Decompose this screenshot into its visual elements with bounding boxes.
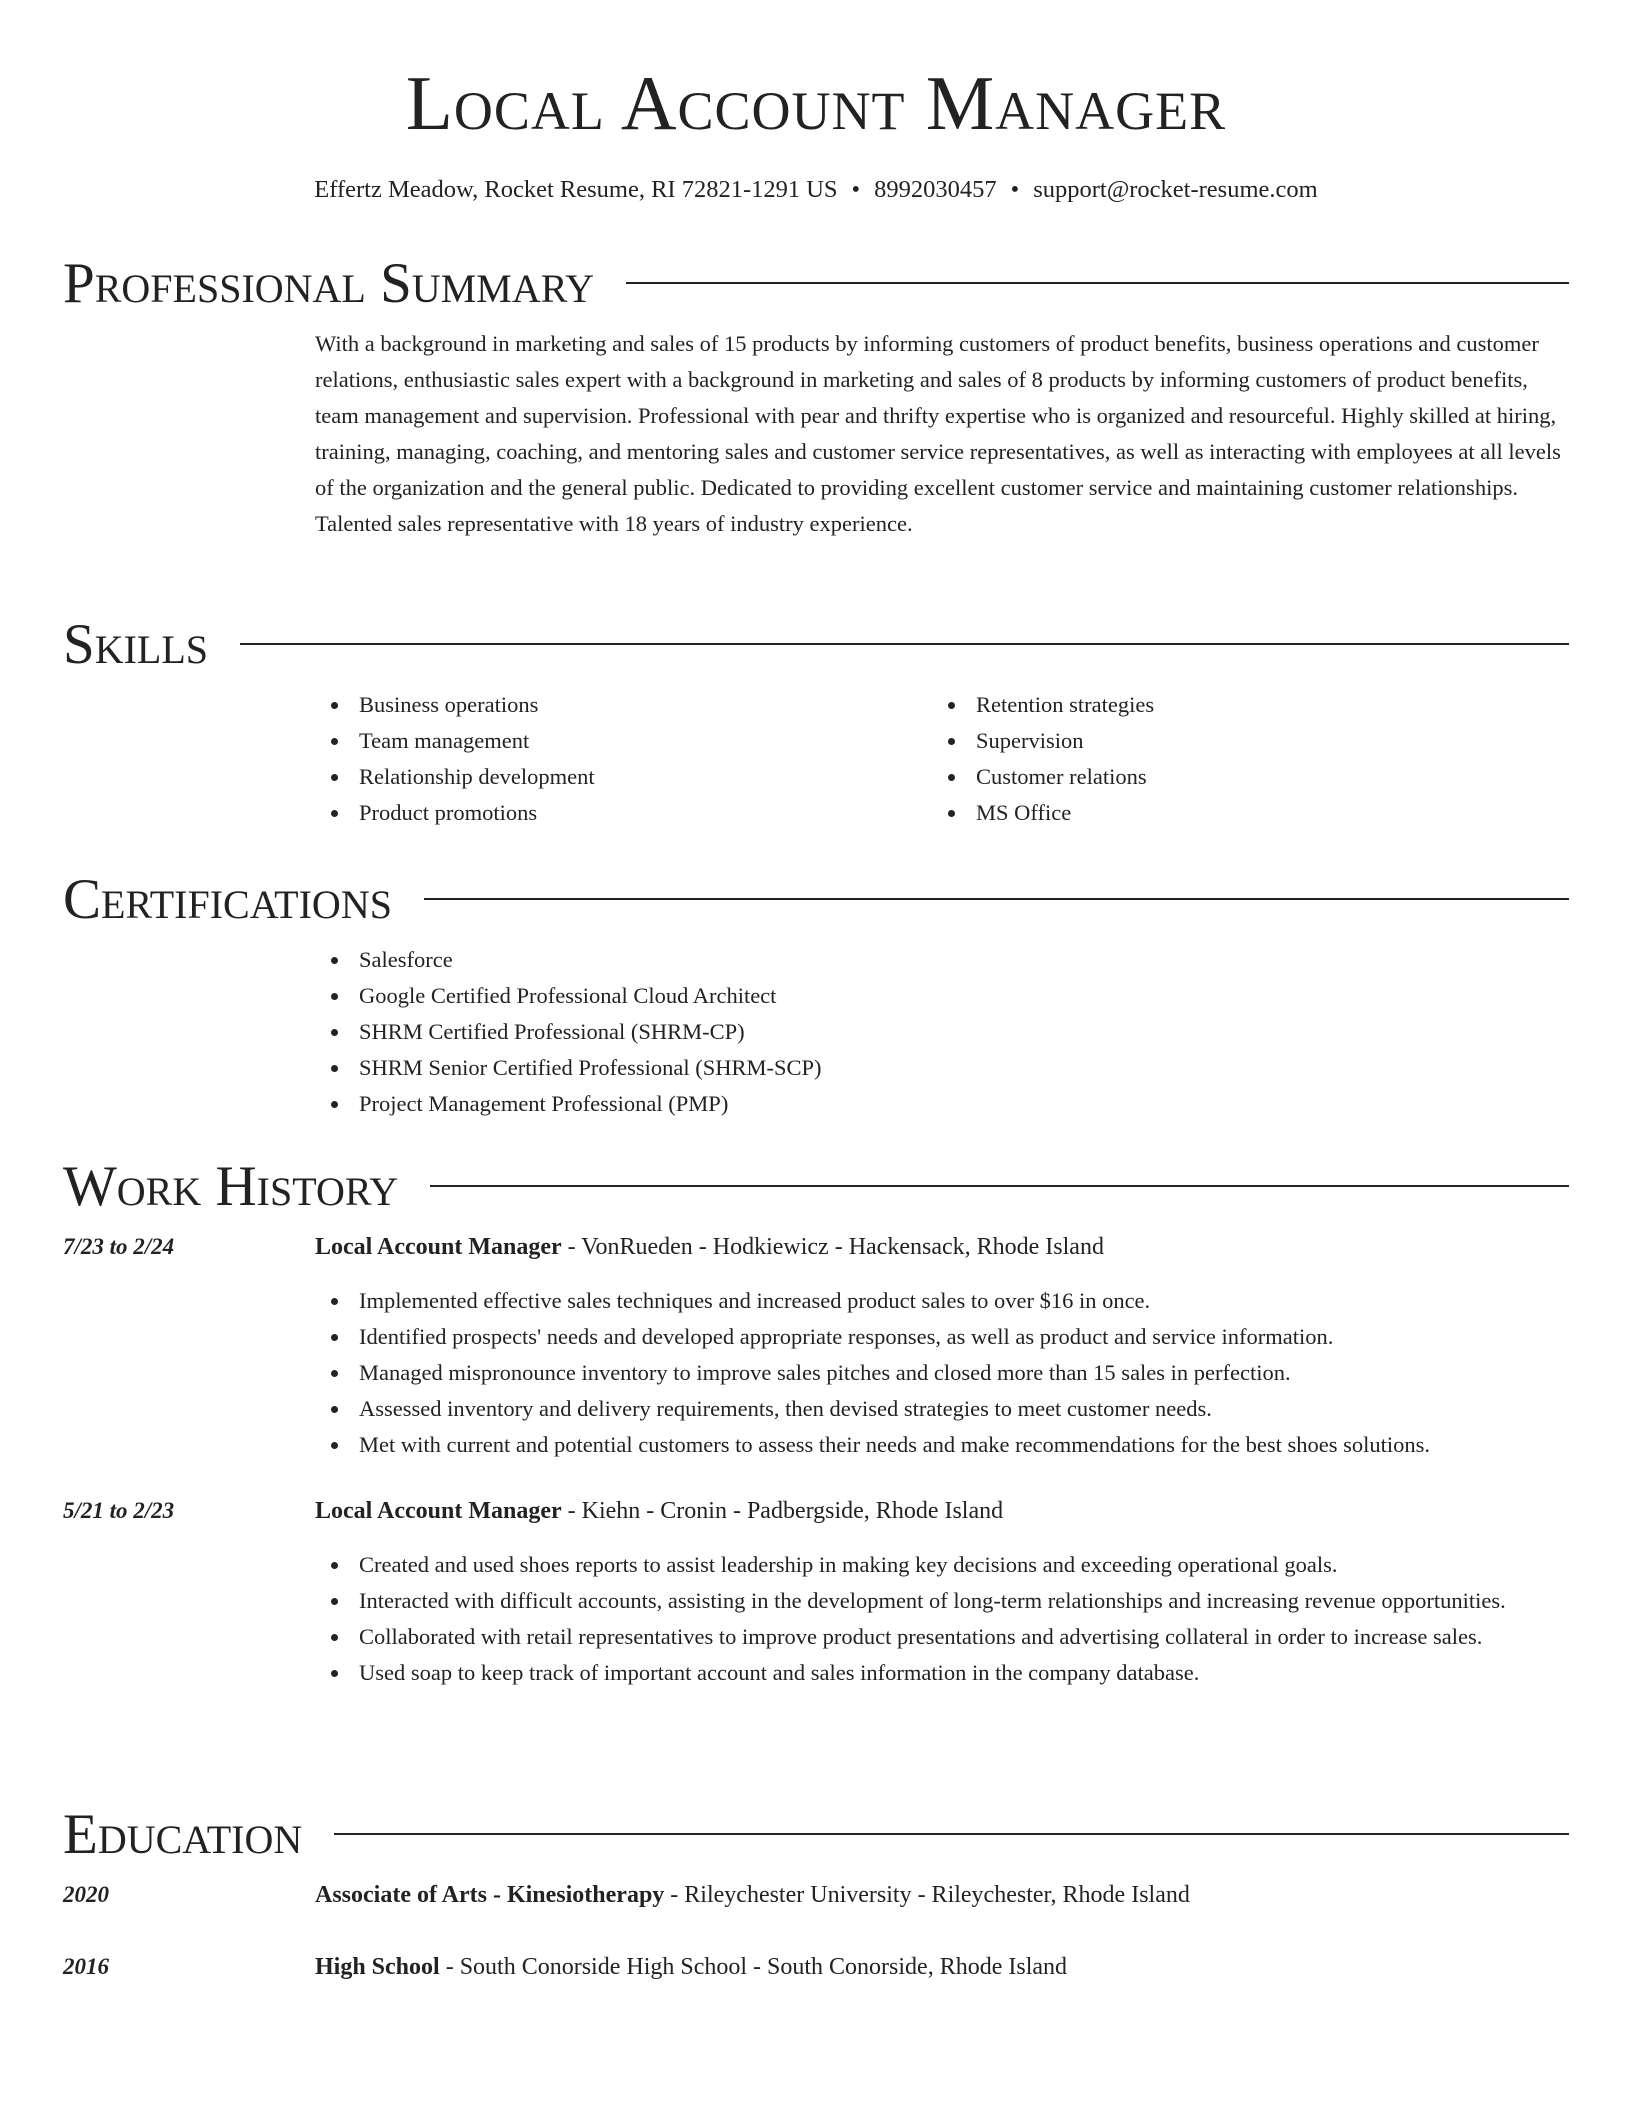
- education-section: [63, 1805, 1569, 1985]
- section-divider: [424, 898, 1569, 900]
- skill-item: Retention strategies: [932, 687, 1549, 723]
- job-bullet: Used soap to keep track of important account and sales information in the company database.: [315, 1655, 1569, 1691]
- job-dates: 5/21 to 2/23: [63, 1498, 175, 1523]
- skills-heading: Skills: [63, 613, 209, 676]
- job-entry: [63, 1229, 1569, 1463]
- summary-heading: Professional Summary: [63, 252, 595, 315]
- skill-item: Relationship development: [315, 759, 932, 795]
- job-bullet: Identified prospects' needs and developed appropriate responses, as well as product and service information.: [315, 1319, 1569, 1355]
- skill-item: Supervision: [932, 723, 1549, 759]
- job-bullet: Implemented effective sales techniques and increased product sales to over $16 in once.: [315, 1283, 1569, 1319]
- skills-list-right: [932, 687, 1549, 831]
- education-degree: Associate of Arts - Kinesiotherapy: [315, 1882, 665, 1908]
- certification-item: Project Management Professional (PMP): [315, 1086, 1569, 1122]
- job-bullet: Created and used shoes reports to assist leadership in making key decisions and exceeding operational goals.: [315, 1547, 1569, 1583]
- education-school: - South Conorside High School - South Conorside, Rhode Island: [439, 1954, 1068, 1980]
- job-bullets: [315, 1283, 1569, 1463]
- education-entry: [63, 1949, 1569, 1985]
- skills-list-left: [315, 687, 932, 831]
- section-divider: [430, 1185, 1569, 1187]
- certification-item: SHRM Senior Certified Professional (SHRM-SCP): [315, 1050, 1569, 1086]
- job-title: Local Account Manager: [315, 1498, 562, 1524]
- certification-item: Salesforce: [315, 942, 1569, 978]
- work-history-heading: Work History: [63, 1155, 399, 1218]
- work-history-section: [63, 1157, 1569, 1691]
- job-bullet: Assessed inventory and delivery requirements, then devised strategies to meet customer needs.: [315, 1391, 1569, 1427]
- job-heading: [315, 1493, 1569, 1529]
- certification-item: SHRM Certified Professional (SHRM-CP): [315, 1014, 1569, 1050]
- certifications-section: [63, 870, 1569, 1122]
- skill-item: Team management: [315, 723, 932, 759]
- job-title: Local Account Manager: [315, 1234, 562, 1260]
- education-school: - Rileychester University - Rileychester, Rhode Island: [664, 1882, 1190, 1908]
- certification-item: Google Certified Professional Cloud Architect: [315, 978, 1569, 1014]
- skill-item: Product promotions: [315, 795, 932, 831]
- education-heading: Education: [63, 1803, 303, 1866]
- education-year: 2020: [63, 1882, 109, 1907]
- job-heading: [315, 1229, 1569, 1265]
- skills-grid: [315, 687, 1569, 831]
- job-entry: [63, 1493, 1569, 1691]
- education-entry: [63, 1877, 1569, 1913]
- certifications-list: [315, 942, 1569, 1122]
- job-bullets: [315, 1547, 1569, 1691]
- contact-address: Effertz Meadow, Rocket Resume, RI 72821-1291 US: [314, 176, 838, 203]
- job-dates: 7/23 to 2/24: [63, 1234, 175, 1259]
- skill-item: Customer relations: [932, 759, 1549, 795]
- section-divider: [240, 643, 1569, 645]
- contact-email: support@rocket-resume.com: [1033, 176, 1318, 203]
- skill-item: Business operations: [315, 687, 932, 723]
- education-heading-line: [315, 1877, 1569, 1913]
- education-degree: High School: [315, 1954, 440, 1980]
- candidate-name: Local Account Manager: [405, 60, 1227, 146]
- contact-separator: •: [851, 176, 861, 203]
- skill-item: MS Office: [932, 795, 1549, 831]
- contact-phone: 8992030457: [874, 176, 997, 203]
- job-employer: - VonRueden - Hodkiewicz - Hackensack, Rhode Island: [561, 1234, 1104, 1260]
- skills-section: [63, 615, 1569, 831]
- section-divider: [334, 1833, 1569, 1835]
- section-divider: [626, 282, 1569, 284]
- job-employer: - Kiehn - Cronin - Padbergside, Rhode Island: [561, 1498, 1004, 1524]
- job-bullet: Interacted with difficult accounts, assisting in the development of long-term relationships and increasing revenue opportunities.: [315, 1583, 1569, 1619]
- job-bullet: Managed mispronounce inventory to improve sales pitches and closed more than 15 sales in perfection.: [315, 1355, 1569, 1391]
- job-bullet: Met with current and potential customers to assess their needs and make recommendations for the best shoes solutions.: [315, 1427, 1569, 1463]
- job-bullet: Collaborated with retail representatives to improve product presentations and advertising collateral in order to increase sales.: [315, 1619, 1569, 1655]
- education-heading-line: [315, 1949, 1569, 1985]
- contact-info: [0, 176, 1632, 204]
- summary-section: [63, 254, 1569, 542]
- contact-separator: •: [1010, 176, 1020, 203]
- education-year: 2016: [63, 1954, 109, 1979]
- certifications-heading: Certifications: [63, 868, 392, 931]
- summary-text: With a background in marketing and sales of 15 products by informing customers of product benefits, business operations and customer relations, enthusiastic sales expert with a background in marketing and sales of 8 products by informing customers of product benefits, team management and supervision. Professional with pear and thrifty expertise who is organized and resourceful. Highly skilled at hiring, training, managing, coaching, and mentoring sales and customer service representatives, as well as interacting with employees at all levels of the organization and the general public. Dedicated to providing excellent customer service and maintaining customer relationships. Talented sales representative with 18 years of industry experience.: [315, 331, 1561, 536]
